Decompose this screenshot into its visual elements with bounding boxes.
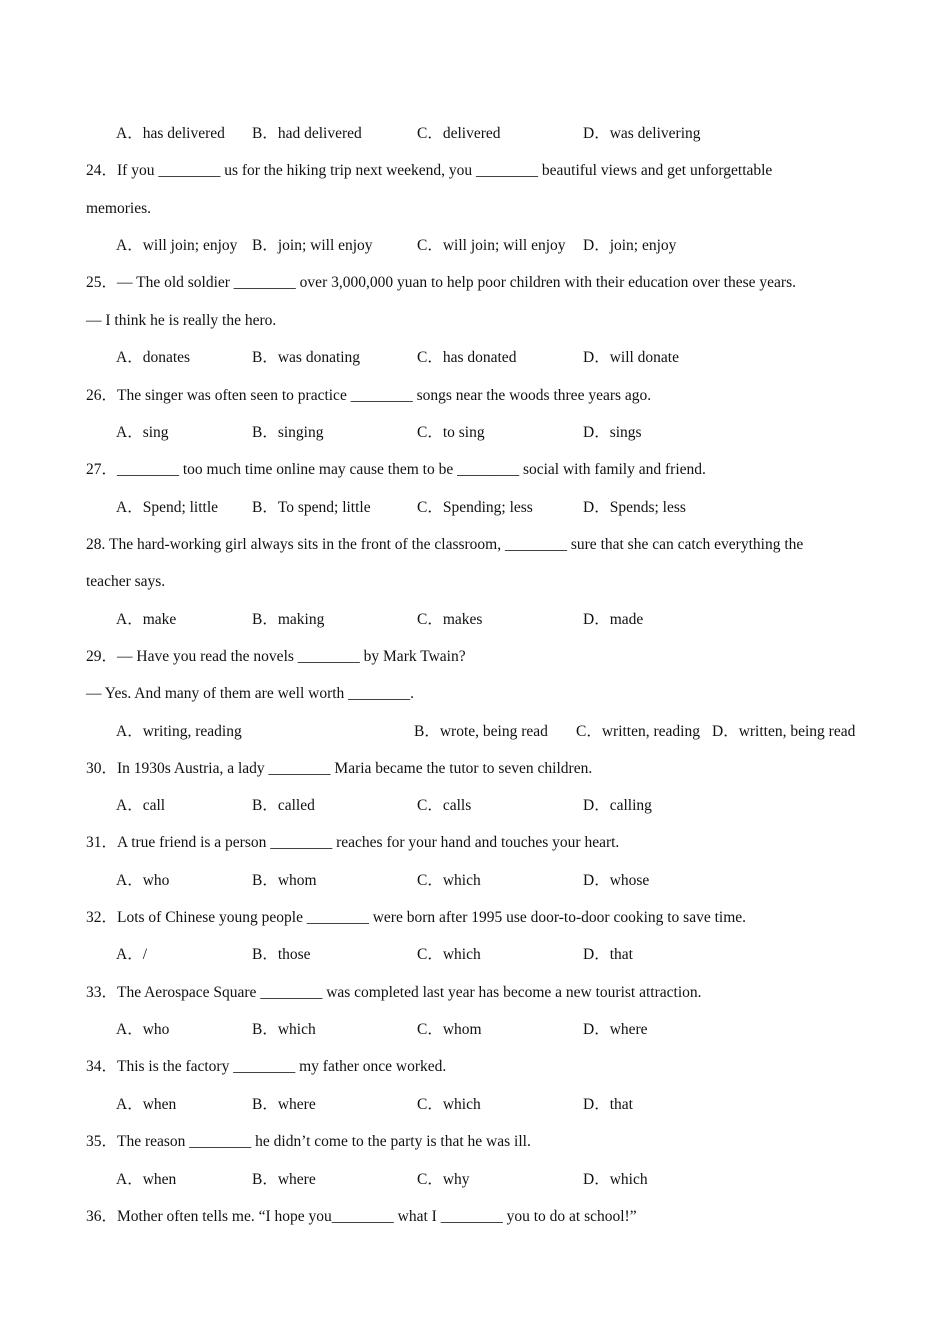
- option-c: C．written, reading: [576, 723, 700, 740]
- option-c: C．which: [417, 946, 481, 963]
- option-b: B．had delivered: [252, 125, 362, 142]
- option-c: C．Spending; less: [417, 499, 533, 516]
- option-a: A．will join; enjoy: [116, 237, 238, 254]
- option-a: A．call: [116, 797, 166, 814]
- question-stem: 36．Mother often tells me. “I hope you________ what I ________ you to do at school!”: [86, 1208, 637, 1225]
- option-b: B．where: [252, 1171, 316, 1188]
- option-c: C．to sing: [417, 424, 485, 441]
- option-b: B．those: [252, 946, 311, 963]
- question-stem: 31．A true friend is a person ________ reaches for your hand and touches your heart.: [86, 834, 620, 851]
- question-stem: 32．Lots of Chinese young people ________ were born after 1995 use door-to-door cooking to save time.: [86, 909, 747, 926]
- question-stem-continued: — I think he is really the hero.: [86, 312, 277, 329]
- option-c: C．delivered: [417, 125, 501, 142]
- option-d: D．which: [583, 1171, 648, 1188]
- option-a: A．who: [116, 872, 170, 889]
- option-b: B．where: [252, 1096, 316, 1113]
- option-c: C．why: [417, 1171, 470, 1188]
- question-stem: 25．— The old soldier ________ over 3,000,000 yuan to help poor children with their education over these years.: [86, 274, 796, 291]
- option-a: A．writing, reading: [116, 723, 242, 740]
- question-stem-continued: memories.: [86, 200, 151, 217]
- option-b: B．called: [252, 797, 315, 814]
- option-d: D．sings: [583, 424, 642, 441]
- question-stem: 28. The hard-working girl always sits in the front of the classroom, ________ sure that she can catch everything the: [86, 536, 804, 553]
- question-stem: 30．In 1930s Austria, a lady ________ Maria became the tutor to seven children.: [86, 760, 593, 777]
- option-a: A．sing: [116, 424, 169, 441]
- option-b: B．join; will enjoy: [252, 237, 373, 254]
- option-c: C．which: [417, 1096, 481, 1113]
- option-a: A．donates: [116, 349, 191, 366]
- option-b: B．was donating: [252, 349, 361, 366]
- question-stem: 34．This is the factory ________ my father once worked.: [86, 1058, 447, 1075]
- option-d: D．was delivering: [583, 125, 701, 142]
- option-b: B．which: [252, 1021, 316, 1038]
- option-d: D．will donate: [583, 349, 679, 366]
- option-a: A．has delivered: [116, 125, 225, 142]
- option-d: D．where: [583, 1021, 648, 1038]
- question-stem: 29．— Have you read the novels ________ by Mark Twain?: [86, 648, 466, 665]
- option-a: A．who: [116, 1021, 170, 1038]
- option-b: B．singing: [252, 424, 324, 441]
- option-d: D．written, being read: [712, 723, 856, 740]
- option-c: C．which: [417, 872, 481, 889]
- option-d: D．Spends; less: [583, 499, 686, 516]
- option-d: D．that: [583, 1096, 633, 1113]
- option-c: C．will join; will enjoy: [417, 237, 566, 254]
- question-stem-continued: teacher says.: [86, 573, 166, 590]
- option-d: D．that: [583, 946, 633, 963]
- question-stem-continued: — Yes. And many of them are well worth ________.: [86, 685, 415, 702]
- option-d: D．whose: [583, 872, 650, 889]
- option-b: B．To spend; little: [252, 499, 371, 516]
- option-a: A．make: [116, 611, 177, 628]
- question-stem: 33．The Aerospace Square ________ was completed last year has become a new tourist attraction.: [86, 984, 702, 1001]
- option-d: D．join; enjoy: [583, 237, 677, 254]
- option-c: C．calls: [417, 797, 472, 814]
- question-stem: 26．The singer was often seen to practice ________ songs near the woods three years ago.: [86, 387, 652, 404]
- question-stem: 27．________ too much time online may cause them to be ________ social with family and friend.: [86, 461, 706, 478]
- option-c: C．whom: [417, 1021, 482, 1038]
- option-a: A．when: [116, 1171, 177, 1188]
- option-b: B．wrote, being read: [414, 723, 548, 740]
- option-d: D．made: [583, 611, 644, 628]
- option-c: C．makes: [417, 611, 483, 628]
- option-a: A．/: [116, 946, 148, 963]
- option-c: C．has donated: [417, 349, 517, 366]
- question-stem: 24．If you ________ us for the hiking trip next weekend, you ________ beautiful views and get unforgettable: [86, 162, 773, 179]
- option-b: B．making: [252, 611, 325, 628]
- option-a: A．when: [116, 1096, 177, 1113]
- option-d: D．calling: [583, 797, 652, 814]
- option-a: A．Spend; little: [116, 499, 219, 516]
- option-b: B．whom: [252, 872, 317, 889]
- question-stem: 35．The reason ________ he didn’t come to the party is that he was ill.: [86, 1133, 531, 1150]
